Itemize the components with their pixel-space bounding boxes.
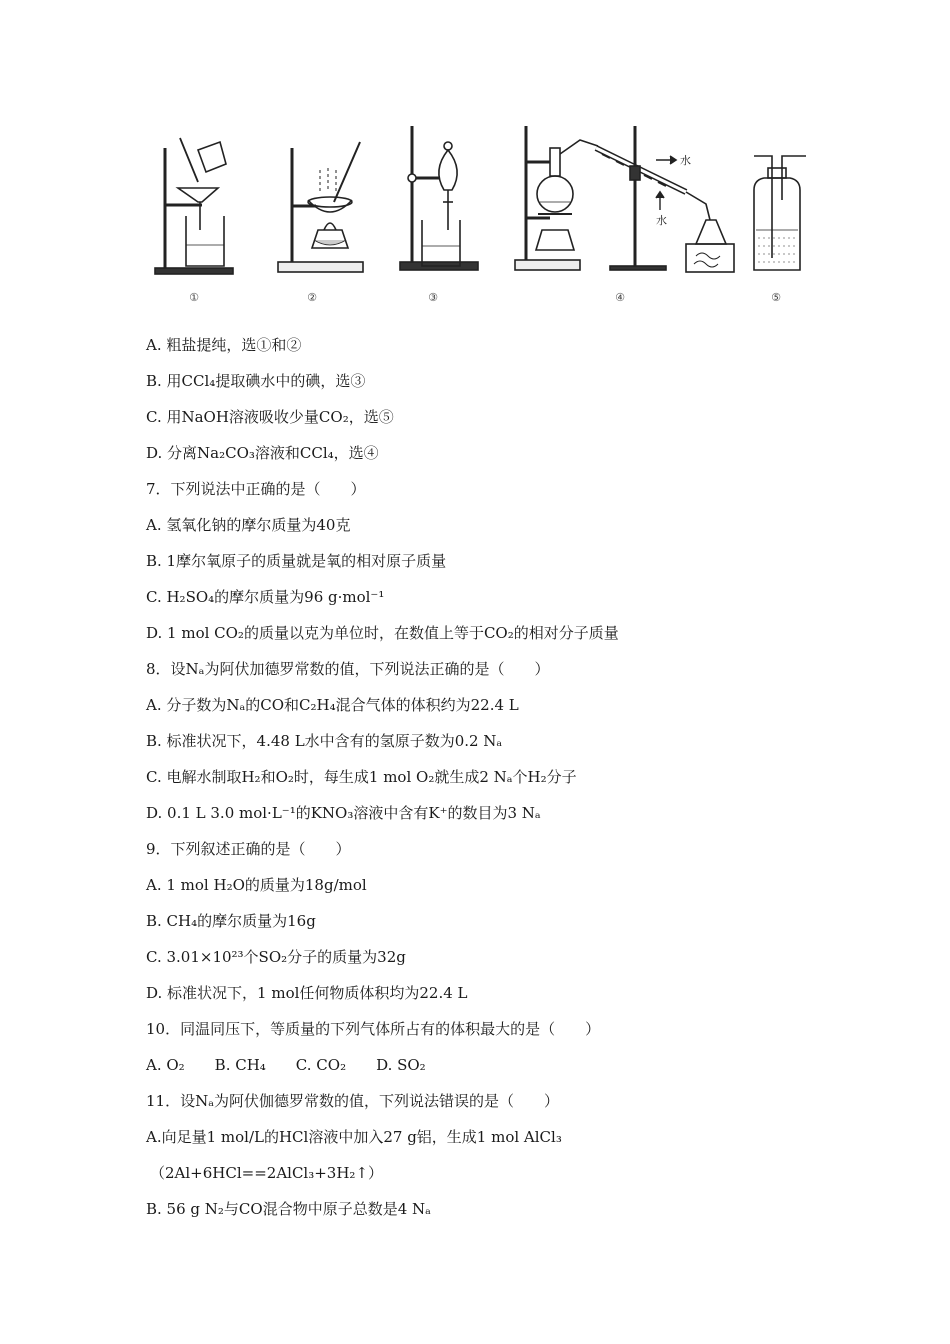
separatory-funnel-apparatus — [400, 126, 478, 270]
option-7b: B. 1摩尔氧原子的质量就是氧的相对原子质量 — [146, 552, 447, 570]
option-9c: C. 3.01×10²³个SO₂分子的质量为32g — [146, 948, 406, 966]
option-11a: A.向足量1 mol/L的HCl溶液中加入27 g铝，生成1 mol AlCl₃ — [146, 1128, 562, 1146]
option-7c: C. H₂SO₄的摩尔质量为96 g·mol⁻¹ — [146, 588, 385, 606]
option-8d: D. 0.1 L 3.0 mol·L⁻¹的KNO₃溶液中含有K⁺的数目为3 Nₐ — [146, 804, 541, 822]
evaporation-apparatus — [278, 142, 363, 272]
option-7a: A. 氢氧化钠的摩尔质量为40克 — [146, 516, 351, 534]
option-9d: D. 标准状况下，1 mol任何物质体积均为22.4 L — [146, 984, 468, 1002]
option-8c: C. 电解水制取H₂和O₂时，每生成1 mol O₂就生成2 Nₐ个H₂分子 — [146, 768, 577, 786]
option-6a: A. 粗盐提纯，选①和② — [146, 336, 302, 354]
label-1: ① — [189, 291, 199, 304]
option-9a: A. 1 mol H₂O的质量为18g/mol — [146, 876, 367, 894]
distillation-apparatus — [515, 126, 734, 272]
label-2: ② — [307, 291, 317, 304]
svg-text:水: 水 — [656, 214, 667, 227]
option-6d: D. 分离Na₂CO₃溶液和CCl₄，选④ — [146, 444, 379, 462]
filtration-apparatus — [155, 138, 233, 274]
option-6c: C. 用NaOH溶液吸收少量CO₂，选⑤ — [146, 408, 394, 426]
apparatus-figure — [150, 120, 820, 310]
option-11b: B. 56 g N₂与CO混合物中原子总数是4 Nₐ — [146, 1200, 431, 1218]
question-7: 7．下列说法中正确的是（ ） — [146, 480, 366, 498]
question-9: 9．下列叙述正确的是（ ） — [146, 840, 351, 858]
option-9b: B. CH₄的摩尔质量为16g — [146, 912, 316, 930]
label-3: ③ — [428, 291, 438, 304]
label-4: ④ — [615, 291, 625, 304]
label-5: ⑤ — [771, 291, 781, 304]
option-11a-equation: （2Al+6HCl==2AlCl₃+3H₂↑） — [150, 1164, 384, 1182]
option-8a: A. 分子数为Nₐ的CO和C₂H₄混合气体的体积约为22.4 L — [146, 696, 519, 714]
question-10: 10．同温同压下，等质量的下列气体所占有的体积最大的是（ ） — [146, 1020, 601, 1038]
question-11: 11．设Nₐ为阿伏伽德罗常数的值，下列说法错误的是（ ） — [146, 1092, 560, 1110]
option-6b: B. 用CCl₄提取碘水中的碘，选③ — [146, 372, 366, 390]
options-10: A. O₂ B. CH₄ C. CO₂ D. SO₂ — [146, 1056, 426, 1074]
option-7d: D. 1 mol CO₂的质量以克为单位时，在数值上等于CO₂的相对分子质量 — [146, 624, 619, 642]
gas-washing-bottle — [754, 156, 806, 270]
question-8: 8．设Nₐ为阿伏加德罗常数的值，下列说法正确的是（ ） — [146, 660, 550, 678]
svg-text:水: 水 — [680, 154, 691, 167]
option-8b: B. 标准状况下，4.48 L水中含有的氢原子数为0.2 Nₐ — [146, 732, 503, 750]
